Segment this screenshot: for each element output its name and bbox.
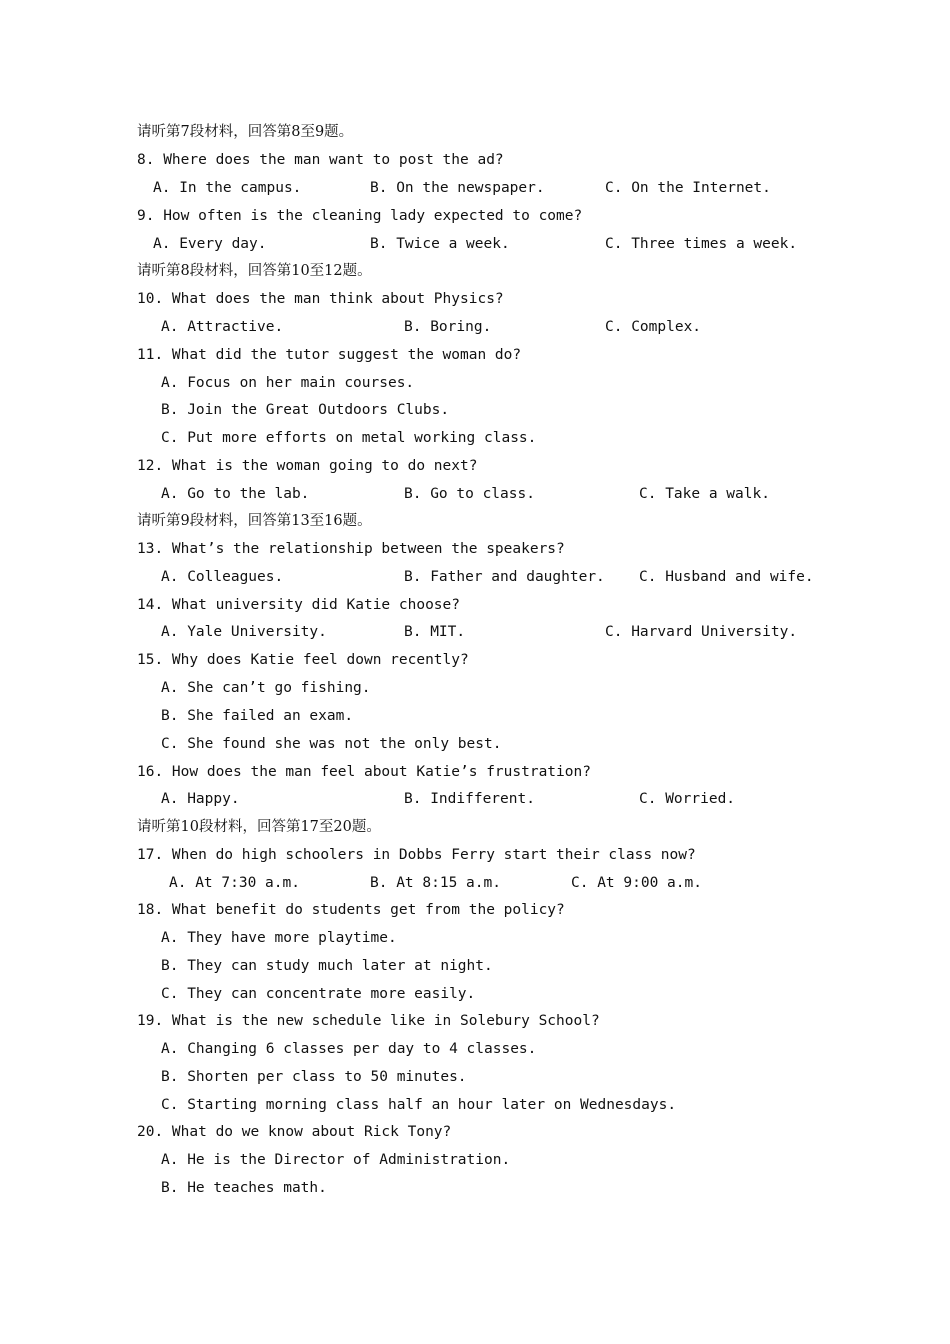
option-11a: A. Focus on her main courses. — [161, 375, 415, 391]
option-19c: C. Starting morning class half an hour later on Wednesdays. — [161, 1097, 677, 1113]
option-16a: A. Happy. — [161, 791, 240, 807]
option-8c: C. On the Internet. — [605, 180, 771, 196]
question-15: 15. Why does Katie feel down recently? — [137, 652, 469, 668]
option-9a: A. Every day. — [153, 236, 267, 252]
option-9b: B. Twice a week. — [370, 236, 510, 252]
option-20b: B. He teaches math. — [161, 1180, 327, 1196]
question-10: 10. What does the man think about Physics? — [137, 291, 504, 307]
option-10c: C. Complex. — [605, 319, 702, 335]
option-17c: C. At 9:00 a.m. — [571, 875, 702, 891]
option-14c: C. Harvard University. — [605, 624, 798, 640]
option-13b: B. Father and daughter. — [404, 569, 605, 585]
section-heading-8: 请听第8段材料，回答第10至12题。 — [137, 263, 372, 279]
question-14: 14. What university did Katie choose? — [137, 597, 461, 613]
option-15a: A. She can’t go fishing. — [161, 680, 371, 696]
option-19b: B. Shorten per class to 50 minutes. — [161, 1069, 467, 1085]
option-12b: B. Go to class. — [404, 486, 535, 502]
option-11b: B. Join the Great Outdoors Clubs. — [161, 402, 450, 418]
option-15c: C. She found she was not the only best. — [161, 736, 502, 752]
option-8a: A. In the campus. — [153, 180, 302, 196]
option-13a: A. Colleagues. — [161, 569, 284, 585]
question-20: 20. What do we know about Rick Tony? — [137, 1124, 452, 1140]
option-8b: B. On the newspaper. — [370, 180, 545, 196]
option-14a: A. Yale University. — [161, 624, 327, 640]
option-12a: A. Go to the lab. — [161, 486, 310, 502]
question-11: 11. What did the tutor suggest the woman do? — [137, 347, 522, 363]
option-14b: B. MIT. — [404, 624, 466, 640]
question-19: 19. What is the new schedule like in Solebury School? — [137, 1013, 600, 1029]
question-17: 17. When do high schoolers in Dobbs Ferry start their class now? — [137, 847, 696, 863]
question-13: 13. What’s the relationship between the speakers? — [137, 541, 565, 557]
section-heading-9: 请听第9段材料，回答第13至16题。 — [137, 513, 372, 529]
option-10a: A. Attractive. — [161, 319, 284, 335]
option-12c: C. Take a walk. — [639, 486, 770, 502]
option-17a: A. At 7:30 a.m. — [169, 875, 300, 891]
option-17b: B. At 8:15 a.m. — [370, 875, 501, 891]
option-18b: B. They can study much later at night. — [161, 958, 493, 974]
option-18a: A. They have more playtime. — [161, 930, 397, 946]
question-9: 9. How often is the cleaning lady expected to come? — [137, 208, 583, 224]
section-heading-7: 请听第7段材料，回答第8至9题。 — [137, 124, 354, 140]
option-11c: C. Put more efforts on metal working class. — [161, 430, 537, 446]
question-12: 12. What is the woman going to do next? — [137, 458, 478, 474]
option-9c: C. Three times a week. — [605, 236, 798, 252]
option-19a: A. Changing 6 classes per day to 4 classes. — [161, 1041, 537, 1057]
option-10b: B. Boring. — [404, 319, 492, 335]
option-16c: C. Worried. — [639, 791, 736, 807]
option-15b: B. She failed an exam. — [161, 708, 354, 724]
option-18c: C. They can concentrate more easily. — [161, 986, 476, 1002]
option-13c: C. Husband and wife. — [639, 569, 814, 585]
question-18: 18. What benefit do students get from the policy? — [137, 902, 565, 918]
option-16b: B. Indifferent. — [404, 791, 535, 807]
question-8: 8. Where does the man want to post the ad? — [137, 152, 504, 168]
option-20a: A. He is the Director of Administration. — [161, 1152, 511, 1168]
question-16: 16. How does the man feel about Katie’s frustration? — [137, 764, 591, 780]
section-heading-10: 请听第10段材料，回答第17至20题。 — [137, 819, 381, 835]
